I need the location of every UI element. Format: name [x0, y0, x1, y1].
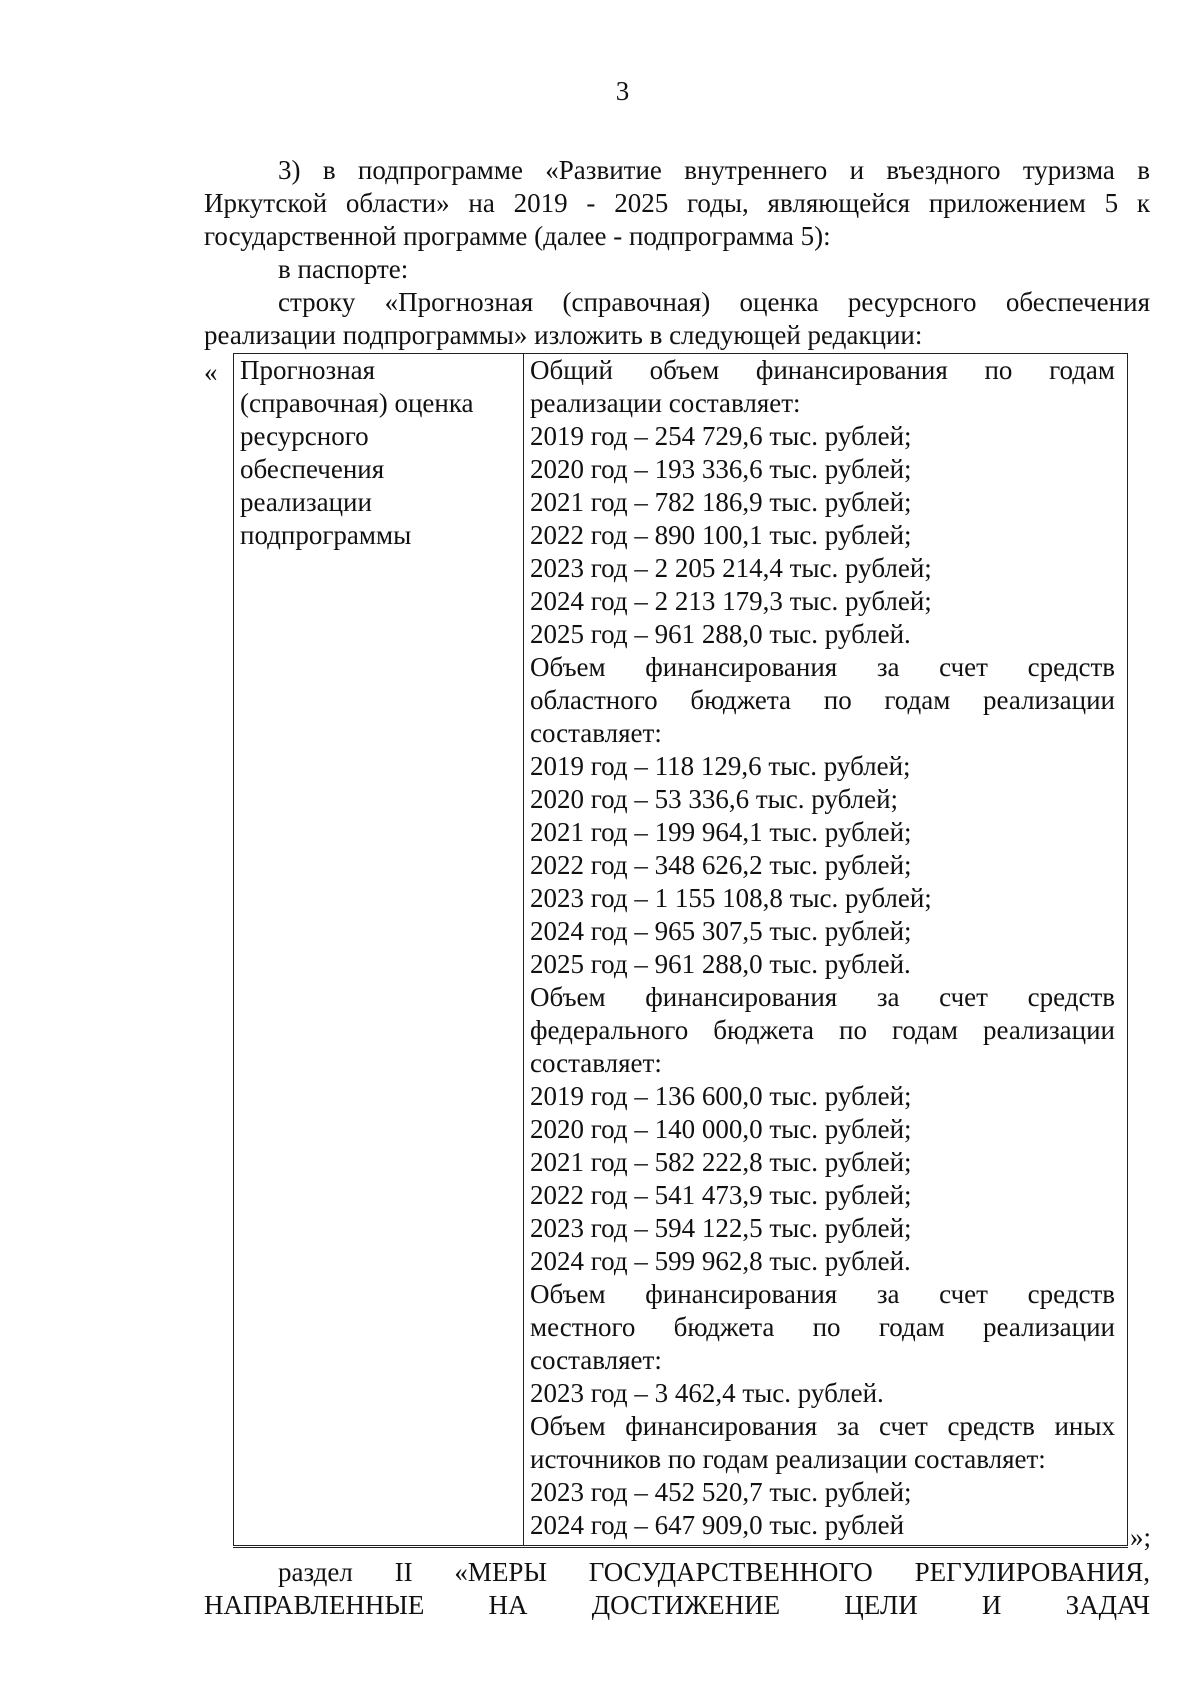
- value-line: 2022 год – 348 626,2 тыс. рублей;: [530, 850, 912, 880]
- value-line: областного бюджета по годам реализации: [530, 685, 1115, 715]
- value-line: составляет:: [530, 718, 662, 748]
- outro-line-1: раздел II «МЕРЫ ГОСУДАРСТВЕННОГО РЕГУЛИРОВАНИЯ,: [278, 1557, 1150, 1587]
- value-line: 2023 год – 1 155 108,8 тыс. рублей;: [530, 883, 932, 913]
- value-line: федерального бюджета по годам реализации: [530, 1015, 1115, 1045]
- intro-paragraph: [204, 154, 1150, 253]
- label-line: ресурсного: [240, 421, 369, 451]
- label-line: обеспечения: [240, 454, 385, 484]
- value-line: составляет:: [530, 1048, 662, 1078]
- value-line: 2021 год – 199 964,1 тыс. рублей;: [530, 817, 912, 847]
- label-line: (справочная) оценка: [240, 388, 474, 418]
- value-line: 2020 год – 193 336,6 тыс. рублей;: [530, 454, 912, 484]
- value-line: 2024 год – 2 213 179,3 тыс. рублей;: [530, 586, 932, 616]
- table-bottom-rule: [233, 1547, 1128, 1548]
- value-line: реализации составляет:: [530, 388, 801, 418]
- opening-quote-mark: «: [204, 357, 218, 387]
- label-line: реализации: [240, 487, 372, 517]
- value-line: 2025 год – 961 288,0 тыс. рублей.: [530, 949, 911, 979]
- value-line: 2024 год – 647 909,0 тыс. рублей: [530, 1510, 905, 1540]
- value-line: 2022 год – 541 473,9 тыс. рублей;: [530, 1180, 912, 1210]
- label-line: подпрограммы: [240, 520, 412, 550]
- value-line: 2024 год – 599 962,8 тыс. рублей.: [530, 1246, 911, 1276]
- value-line: 2021 год – 782 186,9 тыс. рублей;: [530, 487, 912, 517]
- value-line: 2019 год – 118 129,6 тыс. рублей;: [530, 751, 911, 781]
- label-cell: [234, 354, 524, 1546]
- value-line: источников по годам реализации составляет:: [530, 1444, 1046, 1474]
- value-line: 2021 год – 582 222,8 тыс. рублей;: [530, 1147, 912, 1177]
- value-line: составляет:: [530, 1345, 662, 1375]
- value-line: Объем финансирования за счет средств иных: [530, 1411, 1115, 1441]
- value-line: 2023 год – 2 205 214,4 тыс. рублей;: [530, 553, 932, 583]
- intro-line-2: Иркутской области» на 2019 - 2025 годы, являющейся приложением 5 к: [204, 188, 1150, 218]
- intro-line-6: реализации подпрограммы» изложить в следующей редакции:: [204, 320, 923, 350]
- passport-table: [233, 353, 1128, 1546]
- intro-line-4: в паспорте:: [278, 254, 409, 284]
- value-line: Объем финансирования за счет средств: [530, 982, 1115, 1012]
- value-line: 2023 год – 452 520,7 тыс. рублей;: [530, 1477, 912, 1507]
- page-number: 3: [615, 76, 630, 106]
- label-line: Прогнозная: [240, 355, 376, 385]
- value-line: 2020 год – 53 336,6 тыс. рублей;: [530, 784, 899, 814]
- table-row: [234, 354, 1128, 1546]
- value-cell: [524, 354, 1128, 1546]
- value-line: Объем финансирования за счет средств: [530, 1279, 1115, 1309]
- intro-line-1: 3) в подпрограмме «Развитие внутреннего и въездного туризма в: [278, 155, 1150, 185]
- outro-paragraph: [204, 1556, 1150, 1622]
- value-line: 2023 год – 594 122,5 тыс. рублей;: [530, 1213, 912, 1243]
- intro-instruction: [204, 286, 1150, 352]
- intro-line-3: государственной программе (далее - подпрограмма 5):: [204, 221, 831, 251]
- value-line: 2024 год – 965 307,5 тыс. рублей;: [530, 916, 912, 946]
- intro-passport: [278, 253, 1150, 286]
- value-line: 2019 год – 254 729,6 тыс. рублей;: [530, 421, 912, 451]
- value-line: 2022 год – 890 100,1 тыс. рублей;: [530, 520, 912, 550]
- closing-quote-mark: »;: [1130, 1522, 1152, 1552]
- value-line: 2025 год – 961 288,0 тыс. рублей.: [530, 619, 911, 649]
- value-line: 2020 год – 140 000,0 тыс. рублей;: [530, 1114, 912, 1144]
- value-line: 2019 год – 136 600,0 тыс. рублей;: [530, 1081, 912, 1111]
- value-line: 2023 год – 3 462,4 тыс. рублей.: [530, 1378, 884, 1408]
- intro-line-5: строку «Прогнозная (справочная) оценка ресурсного обеспечения: [278, 287, 1150, 317]
- value-line: Объем финансирования за счет средств: [530, 652, 1115, 682]
- value-line: местного бюджета по годам реализации: [530, 1312, 1115, 1342]
- outro-line-2: НАПРАВЛЕННЫЕ НА ДОСТИЖЕНИЕ ЦЕЛИ И ЗАДАЧ: [204, 1590, 1150, 1620]
- value-line: Общий объем финансирования по годам: [530, 355, 1115, 385]
